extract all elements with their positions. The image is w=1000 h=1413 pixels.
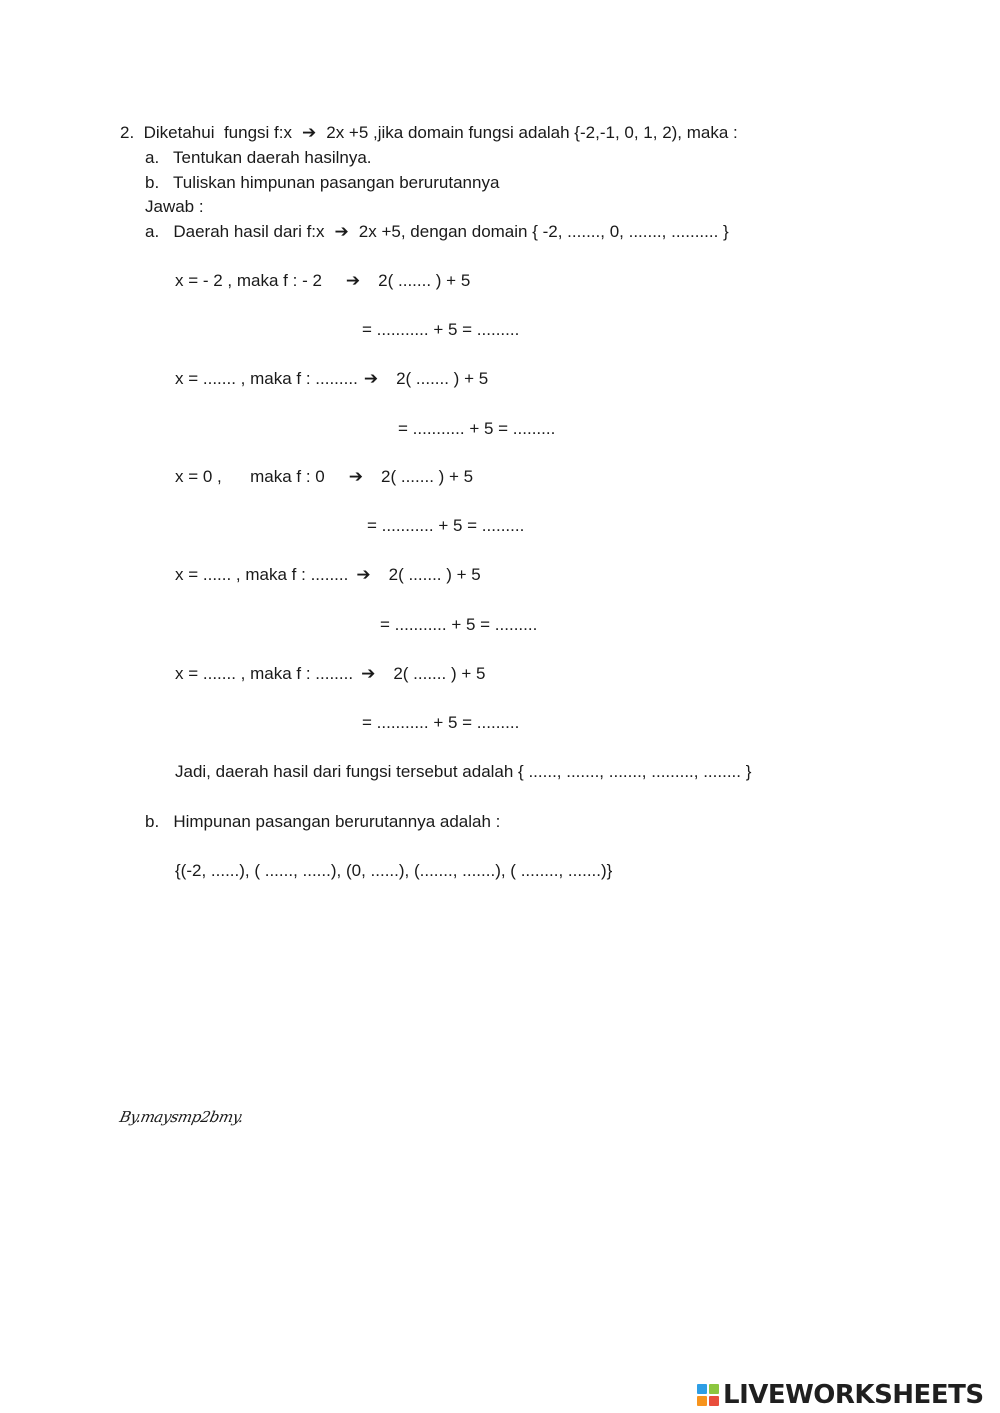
arrow-right-icon: ➔ xyxy=(356,565,371,584)
step-5-result: = ........... + 5 = ......... xyxy=(362,713,520,732)
answer-a-intro: a. Daerah hasil dari f:x ➔ 2x +5, dengan domain { -2, ......., 0, ......., .......... } xyxy=(145,222,729,241)
step-1-result: = ........... + 5 = ......... xyxy=(362,320,520,339)
arrow-right-icon: ➔ xyxy=(363,369,379,388)
step-2-line: x = ....... , maka f : ......... ➔ 2( ....... ) + 5 xyxy=(175,369,489,388)
step-1-line: x = - 2 , maka f : - 2 ➔ 2( ....... ) + 5 xyxy=(175,271,471,290)
brand-square-3 xyxy=(697,1396,707,1406)
conclusion-a: Jadi, daerah hasil dari fungsi tersebut adalah { ......, ......., ......., ........., ........ } xyxy=(175,762,752,781)
brand-square-1 xyxy=(697,1384,707,1394)
step-4-line: x = ...... , maka f : ........ ➔ 2( ....... ) + 5 xyxy=(175,565,481,584)
question-intro: 2. Diketahui fungsi f:x ➔ 2x +5 ,jika domain fungsi adalah {-2,-1, 0, 1, 2), maka : xyxy=(120,123,738,142)
arrow-right-icon: ➔ xyxy=(348,467,364,486)
step-3-result: = ........... + 5 = ......... xyxy=(367,516,525,535)
step-5-line: x = ....... , maka f : ........ ➔ 2( ....... ) + 5 xyxy=(175,664,486,683)
arrow-right-icon: ➔ xyxy=(334,222,349,241)
step-2-result: = ........... + 5 = ......... xyxy=(398,419,556,438)
step-3-line: x = 0 , maka f : 0 ➔ 2( ....... ) + 5 xyxy=(175,467,474,486)
question-item-a: a. Tentukan daerah hasilnya. xyxy=(145,148,372,167)
step-4-result: = ........... + 5 = ......... xyxy=(380,615,538,634)
answer-b-intro: b. Himpunan pasangan berurutannya adalah : xyxy=(145,812,501,831)
arrow-right-icon: ➔ xyxy=(345,271,361,290)
liveworksheets-logo xyxy=(697,1378,984,1412)
author-signature: By.maysmp2bmy. xyxy=(118,1108,245,1126)
arrow-right-icon: ➔ xyxy=(301,123,317,142)
question-item-b: b. Tuliskan himpunan pasangan berurutannya xyxy=(145,173,500,192)
brand-square-4 xyxy=(709,1396,719,1406)
arrow-right-icon: ➔ xyxy=(361,664,376,683)
brand-mark-icon xyxy=(697,1384,719,1406)
ordered-pairs: {(-2, ......), ( ......, ......), (0, ......), (......., .......), ( ........, .......)} xyxy=(175,861,613,880)
brand-square-2 xyxy=(709,1384,719,1394)
jawab-label: Jawab : xyxy=(145,197,204,216)
brand-name: LIVEWORKSHEETS xyxy=(723,1380,984,1410)
